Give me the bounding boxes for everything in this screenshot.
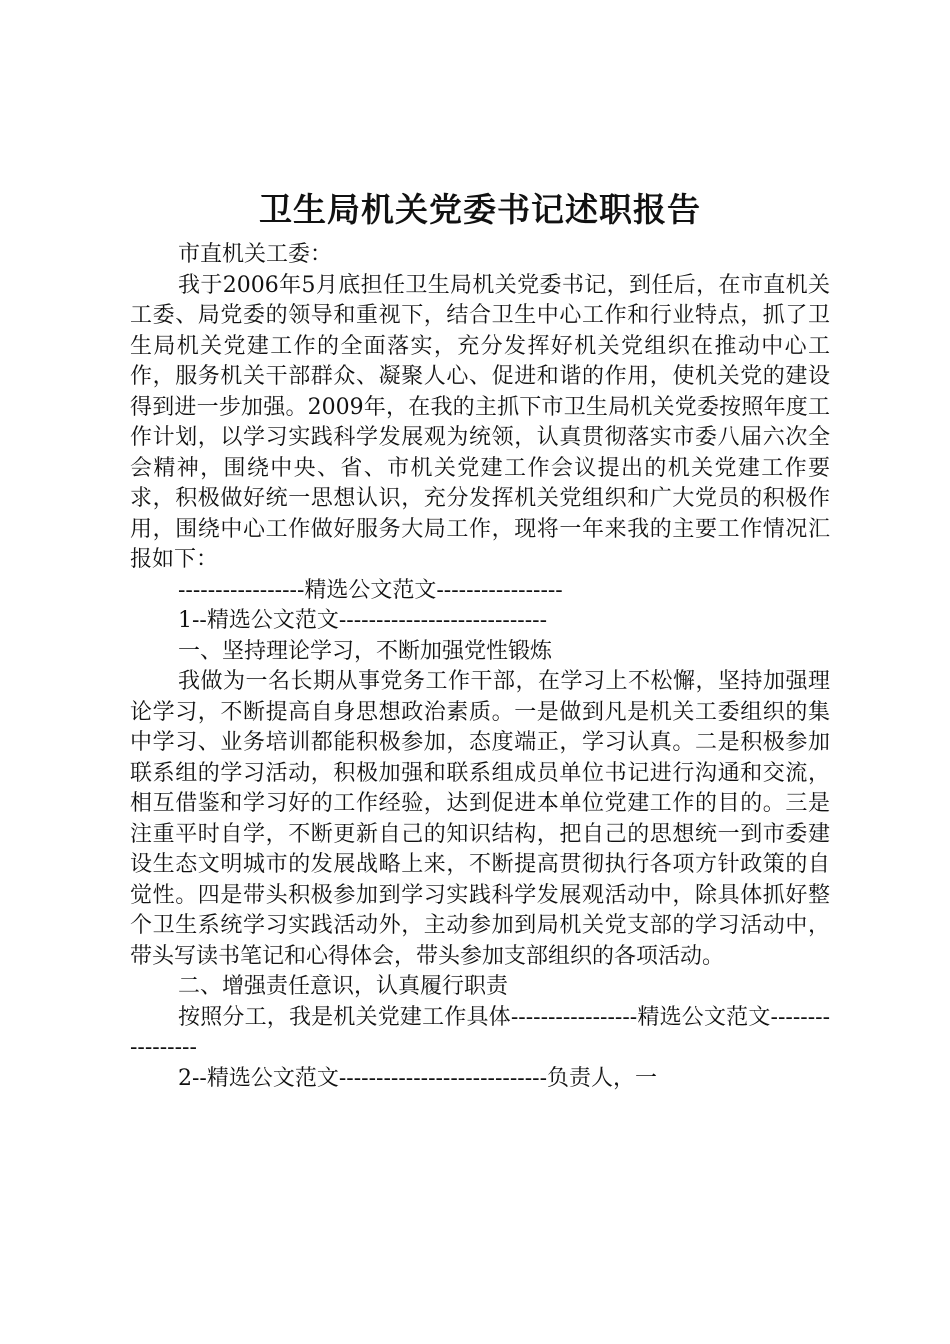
document-page xyxy=(130,180,830,1094)
separator-line: -----------------精选公文范文----------------- xyxy=(178,577,563,603)
intro-paragraph: 我于2006年5月底担任卫生局机关党委书记，到任后，在市直机关工委、局党委的领导和重视下，结合卫生中心工作和行业特点，抓了卫生局机关党建工作的全面落实，充分发挥好机关党组织在推动中心工作，服务机关干部群众、凝聚人心、促进和谐的作用，使机关党的建设得到进一步加强。2009年，在我的主抓下市卫生局机关党委按照年度工作计划，以学习实践科学发展观为统领，认真贯彻落实市委八届六次全会精神，围绕中央、省、市机关党建工作会议提出的机关党建工作要求，积极做好统一思想认识，充分发挥机关党组织和广大党员的积极作用，围绕中心工作做好服务大局工作，现将一年来我的主要工作情况汇报如下： xyxy=(130,272,830,572)
page-marker-continued: 2--精选公文范文----------------------------负责人，一 xyxy=(178,1065,658,1091)
section-heading-1: 一、坚持理论学习，不断加强党性锻炼 xyxy=(178,638,553,664)
section-paragraph-2: 按照分工，我是机关党建工作具体-----------------精选公文范文----------------- xyxy=(130,1004,830,1060)
section-paragraph-1: 我做为一名长期从事党务工作干部，在学习上不松懈，坚持加强理论学习，不断提高自身思想政治素质。一是做到凡是机关工委组织的集中学习、业务培训都能积极参加，态度端正，学习认真。二是积极参加联系组的学习活动，积极加强和联系组成员单位书记进行沟通和交流，相互借鉴和学习好的工作经验，达到促进本单位党建工作的目的。三是注重平时自学，不断更新自己的知识结构，把自己的思想统一到市委建设生态文明城市的发展战略上来，不断提高贯彻执行各项方针政策的自觉性。四是带头积极参加到学习实践科学发展观活动中，除具体抓好整个卫生系统学习实践活动外，主动参加到局机关党支部的学习活动中，带头写读书笔记和心得体会，带头参加支部组织的各项活动。 xyxy=(130,669,830,969)
document-title: 卫生局机关党委书记述职报告 xyxy=(259,190,701,229)
section-heading-2: 二、增强责任意识，认真履行职责 xyxy=(178,974,509,999)
page-marker: 1--精选公文范文---------------------------- xyxy=(178,608,548,633)
salutation: 市直机关工委： xyxy=(178,242,333,267)
